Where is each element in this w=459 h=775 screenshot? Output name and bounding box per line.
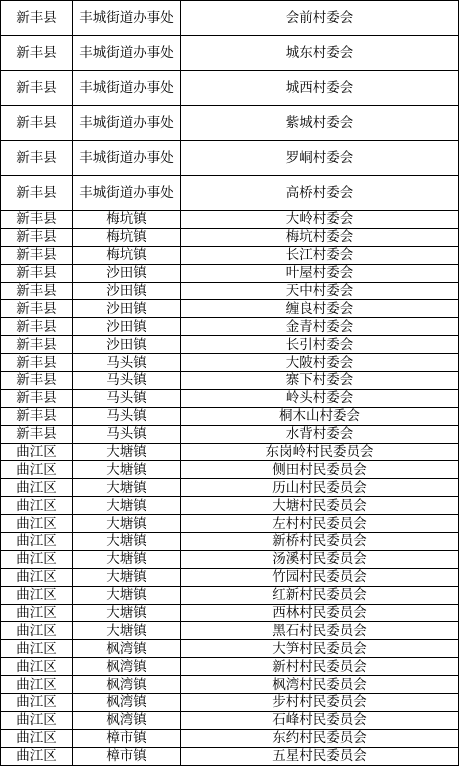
village-cell: 岭头村委会 xyxy=(181,389,459,407)
town-cell: 马头镇 xyxy=(73,407,181,425)
village-cell: 水背村委会 xyxy=(181,425,459,443)
county-cell: 新丰县 xyxy=(1,264,73,282)
table-row xyxy=(1,246,459,264)
county-cell: 新丰县 xyxy=(1,372,73,390)
table-row xyxy=(1,106,459,141)
table-row xyxy=(1,354,459,372)
table-row xyxy=(1,389,459,407)
town-cell: 沙田镇 xyxy=(73,282,181,300)
village-cell: 大塘村民委员会 xyxy=(181,497,459,515)
county-cell: 新丰县 xyxy=(1,300,73,318)
village-cell: 大笋村民委员会 xyxy=(181,640,459,658)
county-cell: 曲江区 xyxy=(1,729,73,747)
village-cell: 紫城村委会 xyxy=(181,106,459,141)
village-table-body xyxy=(1,1,459,766)
table-row xyxy=(1,729,459,747)
town-cell: 梅坑镇 xyxy=(73,246,181,264)
county-cell: 新丰县 xyxy=(1,246,73,264)
town-cell: 丰城街道办事处 xyxy=(73,176,181,211)
village-cell: 城西村委会 xyxy=(181,71,459,106)
table-row xyxy=(1,425,459,443)
table-row xyxy=(1,443,459,461)
town-cell: 沙田镇 xyxy=(73,336,181,354)
village-cell: 高桥村委会 xyxy=(181,176,459,211)
county-cell: 曲江区 xyxy=(1,604,73,622)
county-cell: 曲江区 xyxy=(1,515,73,533)
village-cell: 桐木山村委会 xyxy=(181,407,459,425)
town-cell: 大塘镇 xyxy=(73,568,181,586)
village-cell: 新村村民委员会 xyxy=(181,658,459,676)
village-cell: 罗峒村委会 xyxy=(181,141,459,176)
table-row xyxy=(1,622,459,640)
table-row xyxy=(1,568,459,586)
village-cell: 金青村委会 xyxy=(181,318,459,336)
table-row xyxy=(1,604,459,622)
town-cell: 枫湾镇 xyxy=(73,676,181,694)
table-row xyxy=(1,71,459,106)
village-cell: 黑石村民委员会 xyxy=(181,622,459,640)
village-cell: 寨下村委会 xyxy=(181,372,459,390)
town-cell: 丰城街道办事处 xyxy=(73,36,181,71)
town-cell: 丰城街道办事处 xyxy=(73,106,181,141)
county-cell: 曲江区 xyxy=(1,443,73,461)
town-cell: 枫湾镇 xyxy=(73,640,181,658)
village-cell: 东岗岭村民委员会 xyxy=(181,443,459,461)
village-cell: 石峰村民委员会 xyxy=(181,711,459,729)
table-row xyxy=(1,36,459,71)
town-cell: 马头镇 xyxy=(73,425,181,443)
village-cell: 竹园村民委员会 xyxy=(181,568,459,586)
table-row xyxy=(1,300,459,318)
county-cell: 新丰县 xyxy=(1,36,73,71)
county-cell: 曲江区 xyxy=(1,622,73,640)
village-cell: 长江村委会 xyxy=(181,246,459,264)
village-cell: 城东村委会 xyxy=(181,36,459,71)
table-row xyxy=(1,461,459,479)
town-cell: 大塘镇 xyxy=(73,550,181,568)
village-cell: 长引村委会 xyxy=(181,336,459,354)
village-cell: 新桥村民委员会 xyxy=(181,533,459,551)
county-cell: 曲江区 xyxy=(1,640,73,658)
town-cell: 大塘镇 xyxy=(73,515,181,533)
village-cell: 五星村民委员会 xyxy=(181,747,459,765)
county-cell: 曲江区 xyxy=(1,694,73,712)
village-cell: 缠良村委会 xyxy=(181,300,459,318)
village-cell: 会前村委会 xyxy=(181,1,459,36)
village-cell: 西林村民委员会 xyxy=(181,604,459,622)
county-cell: 曲江区 xyxy=(1,497,73,515)
village-cell: 天中村委会 xyxy=(181,282,459,300)
table-row xyxy=(1,211,459,229)
county-cell: 新丰县 xyxy=(1,1,73,36)
county-cell: 曲江区 xyxy=(1,676,73,694)
village-cell: 枫湾村民委员会 xyxy=(181,676,459,694)
county-cell: 新丰县 xyxy=(1,176,73,211)
county-cell: 曲江区 xyxy=(1,479,73,497)
county-cell: 新丰县 xyxy=(1,425,73,443)
village-cell: 步村村民委员会 xyxy=(181,694,459,712)
table-row xyxy=(1,407,459,425)
town-cell: 大塘镇 xyxy=(73,622,181,640)
town-cell: 马头镇 xyxy=(73,389,181,407)
town-cell: 沙田镇 xyxy=(73,264,181,282)
village-cell: 梅坑村委会 xyxy=(181,228,459,246)
county-cell: 曲江区 xyxy=(1,658,73,676)
table-row xyxy=(1,550,459,568)
table-row xyxy=(1,533,459,551)
table-row xyxy=(1,640,459,658)
town-cell: 大塘镇 xyxy=(73,533,181,551)
table-row xyxy=(1,372,459,390)
county-cell: 新丰县 xyxy=(1,354,73,372)
village-cell: 东约村民委员会 xyxy=(181,729,459,747)
town-cell: 枫湾镇 xyxy=(73,694,181,712)
table-row xyxy=(1,694,459,712)
table-row xyxy=(1,747,459,765)
county-cell: 新丰县 xyxy=(1,71,73,106)
village-cell: 叶屋村委会 xyxy=(181,264,459,282)
town-cell: 大塘镇 xyxy=(73,443,181,461)
town-cell: 大塘镇 xyxy=(73,604,181,622)
town-cell: 沙田镇 xyxy=(73,300,181,318)
town-cell: 枫湾镇 xyxy=(73,711,181,729)
table-row xyxy=(1,318,459,336)
table-row xyxy=(1,336,459,354)
table-row xyxy=(1,586,459,604)
town-cell: 丰城街道办事处 xyxy=(73,141,181,176)
table-row xyxy=(1,479,459,497)
county-cell: 新丰县 xyxy=(1,389,73,407)
town-cell: 丰城街道办事处 xyxy=(73,1,181,36)
town-cell: 丰城街道办事处 xyxy=(73,71,181,106)
county-cell: 曲江区 xyxy=(1,586,73,604)
county-cell: 新丰县 xyxy=(1,282,73,300)
village-cell: 左村村民委员会 xyxy=(181,515,459,533)
county-cell: 曲江区 xyxy=(1,461,73,479)
town-cell: 大塘镇 xyxy=(73,479,181,497)
town-cell: 马头镇 xyxy=(73,354,181,372)
table-row xyxy=(1,1,459,36)
town-cell: 马头镇 xyxy=(73,372,181,390)
table-row xyxy=(1,515,459,533)
county-cell: 新丰县 xyxy=(1,141,73,176)
county-cell: 新丰县 xyxy=(1,211,73,229)
village-cell: 侧田村民委员会 xyxy=(181,461,459,479)
village-cell: 大岭村委会 xyxy=(181,211,459,229)
county-cell: 新丰县 xyxy=(1,407,73,425)
table-row xyxy=(1,282,459,300)
table-row xyxy=(1,658,459,676)
town-cell: 梅坑镇 xyxy=(73,228,181,246)
town-cell: 沙田镇 xyxy=(73,318,181,336)
village-cell: 大陂村委会 xyxy=(181,354,459,372)
village-cell: 汤溪村民委员会 xyxy=(181,550,459,568)
town-cell: 大塘镇 xyxy=(73,586,181,604)
county-cell: 曲江区 xyxy=(1,550,73,568)
town-cell: 大塘镇 xyxy=(73,497,181,515)
table-row xyxy=(1,497,459,515)
county-cell: 新丰县 xyxy=(1,336,73,354)
village-cell: 红新村民委员会 xyxy=(181,586,459,604)
table-row xyxy=(1,711,459,729)
town-cell: 樟市镇 xyxy=(73,747,181,765)
table-row xyxy=(1,141,459,176)
town-cell: 樟市镇 xyxy=(73,729,181,747)
county-cell: 曲江区 xyxy=(1,533,73,551)
town-cell: 梅坑镇 xyxy=(73,211,181,229)
table-row xyxy=(1,264,459,282)
county-cell: 曲江区 xyxy=(1,568,73,586)
table-row xyxy=(1,176,459,211)
county-cell: 新丰县 xyxy=(1,318,73,336)
county-cell: 新丰县 xyxy=(1,228,73,246)
village-cell: 历山村民委员会 xyxy=(181,479,459,497)
table-row xyxy=(1,228,459,246)
town-cell: 大塘镇 xyxy=(73,461,181,479)
county-cell: 新丰县 xyxy=(1,106,73,141)
county-cell: 曲江区 xyxy=(1,711,73,729)
town-cell: 枫湾镇 xyxy=(73,658,181,676)
table-row xyxy=(1,676,459,694)
county-cell: 曲江区 xyxy=(1,747,73,765)
